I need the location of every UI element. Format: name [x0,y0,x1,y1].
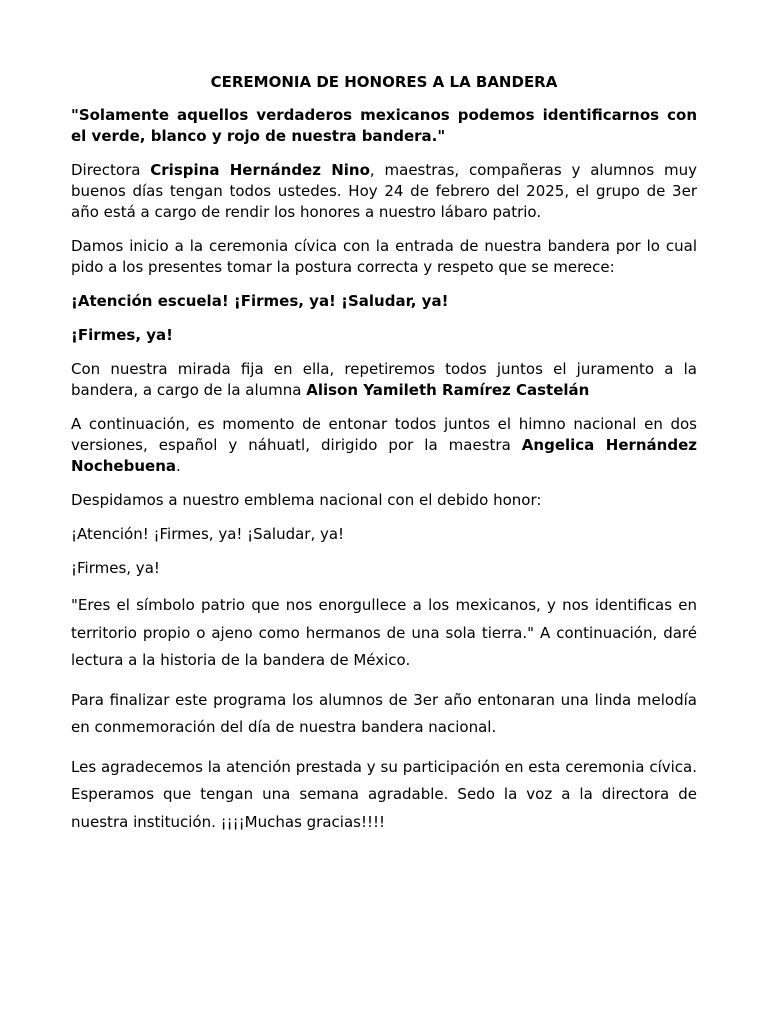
command-attention-school: ¡Atención escuela! ¡Firmes, ya! ¡Saludar, ya! [71,292,449,310]
greeting-text-end: , maestras, compañeras y alumnos muy buenos días tengan todos ustedes. Hoy 24 de febrero del 2025, el grupo de 3er año está a cargo de rendir los honores a nuestro lábaro patrio. [71,161,697,221]
anthem-paragraph [71,414,697,477]
anthem-text: A continuación, es momento de entonar todos juntos el himno nacional en dos versiones, español y náhuatl, dirigido por la maestra [71,415,697,454]
farewell-paragraph: Despidamos a nuestro emblema nacional con el debido honor: [71,491,542,509]
command-firm: ¡Firmes, ya! [71,326,174,344]
opening-quote: "Solamente aquellos verdaderos mexicanos podemos identificarnos con el verde, blanco y rojo de nuestra bandera." [71,106,697,145]
symbol-paragraph: "Eres el símbolo patrio que nos enorgullece a los mexicanos, y nos identificas en territorio propio o ajeno como hermanos de una sola tierra." A continuación, daré lectura a la historia de la bandera de México. [71,596,697,669]
oath-paragraph [71,359,697,401]
director-name: Crispina Hernández Nino [150,161,370,179]
command-attention: ¡Atención! ¡Firmes, ya! ¡Saludar, ya! [71,525,345,543]
anthem-text-end: . [176,457,181,475]
closing-program-paragraph: Para finalizar este programa los alumnos de 3er año entonaran una linda melodía en conmemoración del día de nuestra bandera nacional. [71,690,697,736]
student-name: Alison Yamileth Ramírez Castelán [306,381,590,399]
greeting-text-start: Directora [71,161,151,179]
document-page [71,72,697,849]
teacher-name: Angelica Hernández Nochebuena [71,436,698,475]
command-firm-2: ¡Firmes, ya! [71,559,160,577]
opening-paragraph: Damos inicio a la ceremonia cívica con la entrada de nuestra bandera por lo cual pido a los presentes tomar la postura correcta y respeto que se merece: [71,237,697,276]
oath-text: Con nuestra mirada fija en ella, repetiremos todos juntos el juramento a la bandera, a cargo de la alumna [71,360,697,399]
document-title: CEREMONIA DE HONORES A LA BANDERA [210,73,558,91]
thanks-paragraph: Les agradecemos la atención prestada y su participación en esta ceremonia cívica. Esperamos que tengan una semana agradable. Sedo la voz a la directora de nuestra institución. ¡¡¡¡Muchas gracias!!!! [71,757,697,831]
greeting-paragraph [71,160,697,223]
